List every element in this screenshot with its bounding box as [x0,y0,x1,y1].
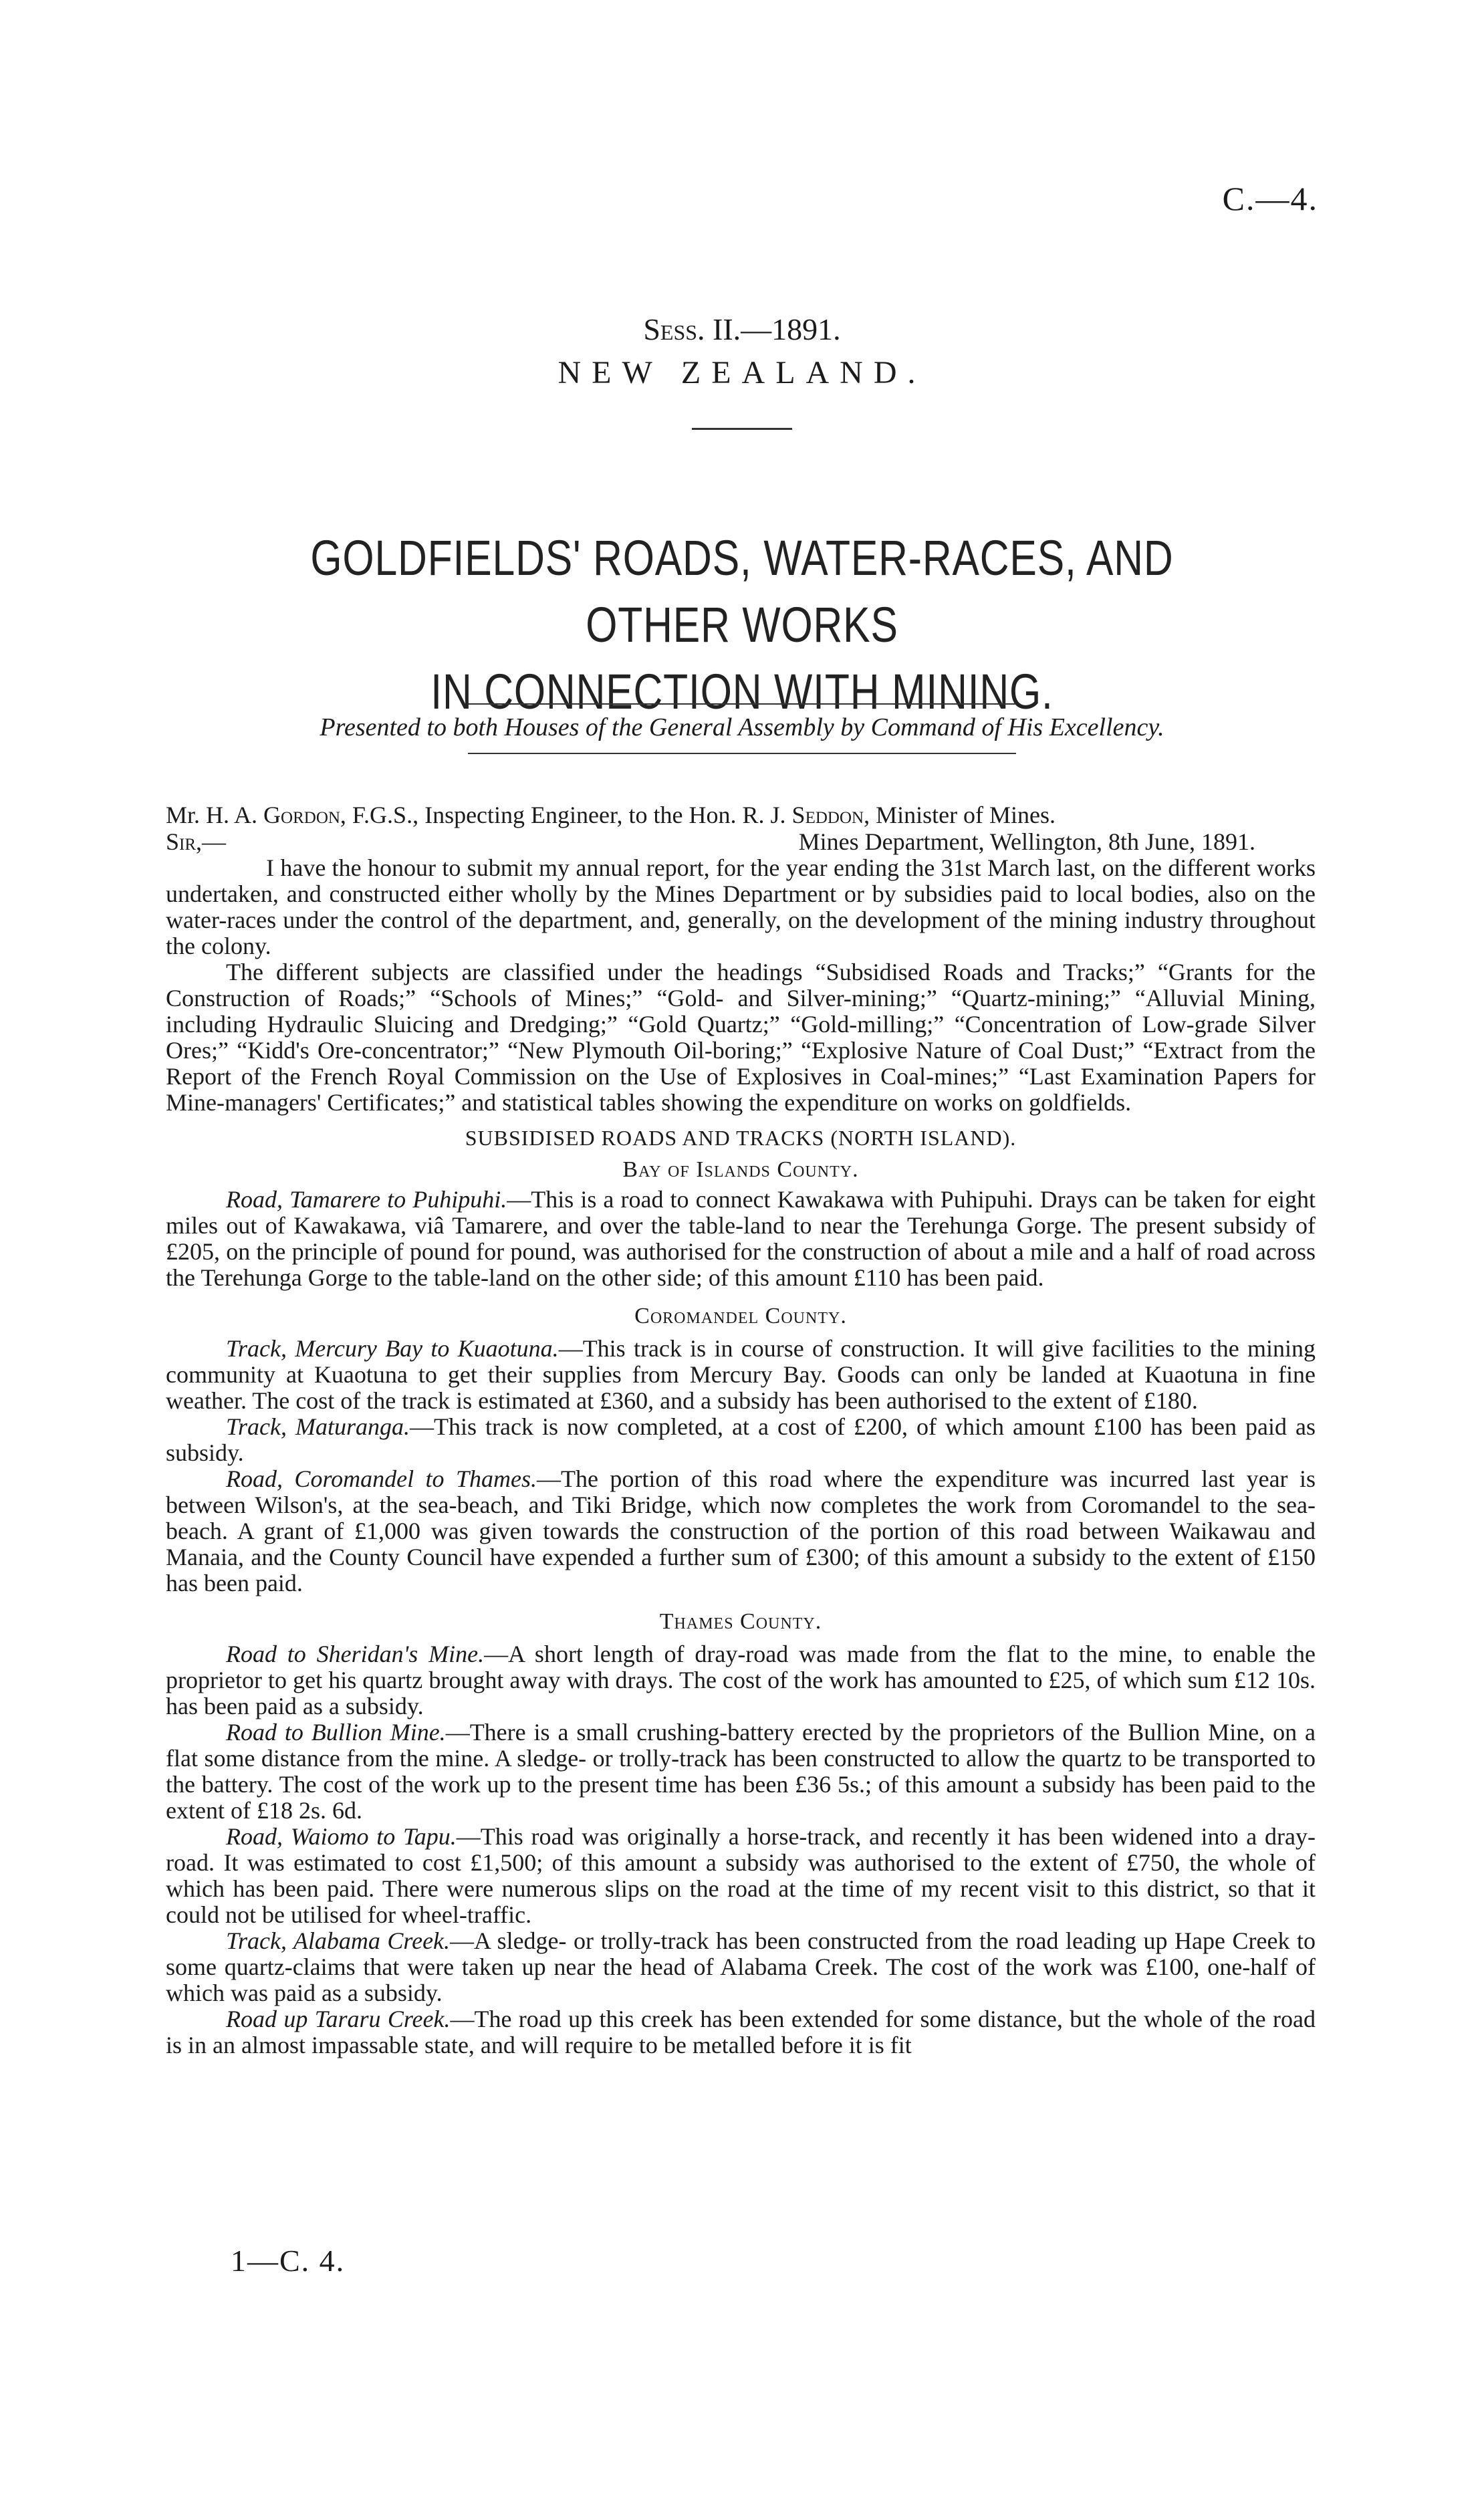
entry-paragraph: Track, Alabama Creek.—A sledge- or trolly-track has been constructed from the road leading up Hape Creek to some quartz-claims that were taken up near the head of Alabama Creek. The cost of the work was £100, one-half of which was paid as a subsidy. [166,1927,1316,2006]
divider-short [692,428,792,430]
entry-paragraph: Track, Maturanga.—This track is now completed, at a cost of £200, of which amount £100 has been paid as subsidy. [166,1413,1316,1466]
county-heading: Coromandel County. [634,1304,847,1328]
recipient-name: Seddon [791,802,864,828]
entry-paragraph: Road up Tararu Creek.—The road up this creek has been extended for some distance, but the whole of the road is in an almost impassable state, and will require to be metalled before it is fit [166,2006,1316,2058]
address-line: Mr. H. A. Gordon, F.G.S., Inspecting Engineer, to the Hon. R. J. Seddon, Minister of Mines. [166,802,1056,828]
page-footer: 1—C. 4. [231,2244,346,2278]
session-label: Sess. II.—1891. [643,312,841,346]
document-code: C.—4. [1222,180,1318,217]
entry-paragraph: Road to Sheridan's Mine.—A short length of dray-road was made from the flat to the mine, to enable the proprietor to get his quartz brought away with drays. The cost of the work has amounted to £25, of which sum £12 10s. has been paid as a subsidy. [166,1641,1316,1719]
entry-title: Road up Tararu Creek. [226,2006,451,2032]
entry-paragraph: Track, Mercury Bay to Kuaotuna.—This track is in course of construction. It will give facilities to the mining community at Kuaotuna to get their supplies from Mercury Bay. Goods can only be landed at Kuaotuna in fine weather. The cost of the track is estimated at £360, and a subsidy has been authorised to the extent of £180. [166,1335,1316,1414]
entry-title: Road, Tamarere to Puhipuhi. [226,1186,507,1213]
county-heading: Bay of Islands County. [622,1157,859,1182]
entry-title: Track, Alabama Creek. [226,1927,451,1954]
entry-title: Road, Coromandel to Thames. [226,1465,537,1492]
title-line-1: GOLDFIELDS' ROADS, WATER-RACES, AND OTHER WORKS [310,530,1174,652]
document-title [232,525,1251,725]
salutation: Sir,— [166,828,227,855]
entry-paragraph: Road, Tamarere to Puhipuhi.—This is a road to connect Kawakawa with Puhipuhi. Drays can be taken for eight miles out of Kawakawa, viâ Tamarere, and over the table-land to near the Terehunga Gorge. The present subsidy of £205, on the principle of pound for pound, was authorised for the construction of about a mile and a half of road across the Terehunga Gorge to the table-land on the other side; of this amount £110 has been paid. [166,1186,1316,1291]
country-label: NEW ZEALAND. [558,355,926,390]
entry-title: Track, Mercury Bay to Kuaotuna. [226,1335,559,1362]
entry-title: Road to Bullion Mine. [226,1719,446,1746]
divider-bottom [468,753,1016,754]
title-line-2: IN CONNECTION WITH MINING. [430,664,1054,719]
dateline: Mines Department, Wellington, 8th June, 1891. [798,828,1255,855]
county-heading: Thames County. [659,1609,822,1634]
entry-paragraph: Road to Bullion Mine.—There is a small crushing-battery erected by the proprietors of the Bullion Mine, on a flat some distance from the mine. A sledge- or trolly-track has been constructed to allow the quartz to be transported to the battery. The cost of the work up to the present time has been £36 5s.; of this amount a subsidy has been paid to the extent of £18 2s. 6d. [166,1719,1316,1824]
entry-title: Track, Maturanga. [226,1413,410,1440]
entry-title: Road, Waiomo to Tapu. [226,1823,457,1850]
entry-paragraph: Road, Waiomo to Tapu.—This road was originally a horse-track, and recently it has been widened into a dray-road. It was estimated to cost £1,500; of this amount a subsidy was authorised to the extent of £750, the whole of which has been paid. There were numerous slips on the road at the time of my recent visit to this district, so that it could not be utilised for wheel-traffic. [166,1823,1316,1928]
presented-line: Presented to both Houses of the General Assembly by Command of His Excellency. [320,713,1164,741]
divider-top [468,703,1016,705]
section-heading: SUBSIDISED ROADS AND TRACKS (NORTH ISLAND). [465,1126,1017,1150]
intro-paragraph-2: The different subjects are classified under the headings “Subsidised Roads and Tracks;” “Grants for the Construction of Roads;” “Schools of Mines;” “Gold- and Silver-mining;” “Quartz-mining;” “Alluvial Mining, including Hydraulic Sluicing and Dredging;” “Gold Quartz;” “Gold-milling;” “Concentration of Low-grade Silver Ores;” “Kidd's Ore-concentrator;” “New Plymouth Oil-boring;” “Explosive Nature of Coal Dust;” “Extract from the Report of the French Royal Commission on the Use of Explosives in Coal-mines;” “Last Examination Papers for Mine-managers' Certificates;” and statistical tables showing the expenditure on works on goldfields. [166,959,1316,1116]
report-body [166,802,1316,2058]
entry-paragraph: Road, Coromandel to Thames.—The portion of this road where the expenditure was incurred last year is between Wilson's, at the sea-beach, and Tiki Bridge, which now completes the work from Coromandel to the sea-beach. A grant of £1,000 was given towards the construction of the portion of this road between Waikawau and Manaia, and the County Council have expended a further sum of £300; of this amount a subsidy to the extent of £150 has been paid. [166,1465,1316,1596]
salutation-row [166,829,1316,855]
author-name: Gordon [263,802,340,828]
intro-paragraph-1: I have the honour to submit my annual report, for the year ending the 31st March last, on the different works undertaken, and constructed either wholly by the Mines Department or by subsidies paid to local bodies, also on the water-races under the control of the department, and, generally, on the development of the mining industry throughout the colony. [166,854,1316,959]
entry-title: Road to Sheridan's Mine. [226,1641,485,1667]
